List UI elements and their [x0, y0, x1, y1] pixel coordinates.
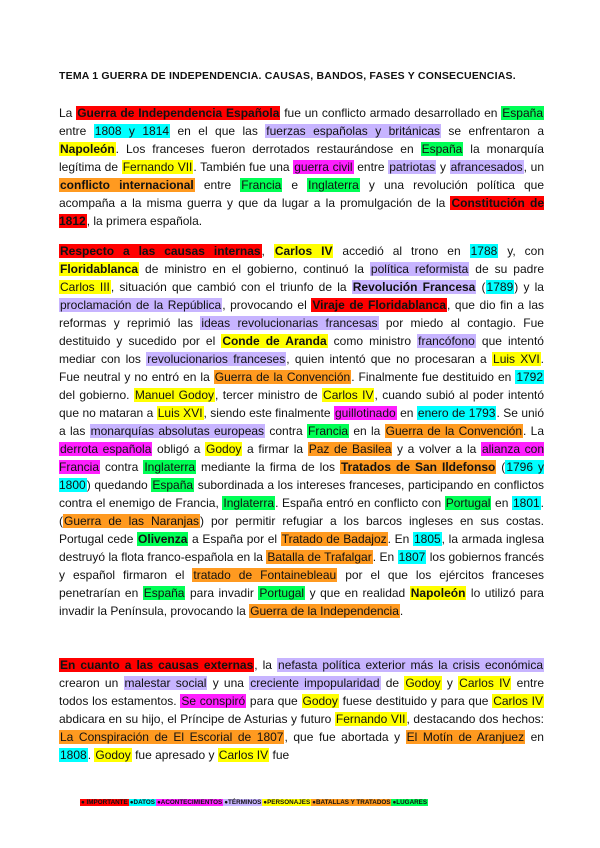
text-segment: , la armada inglesa destruyó la flota franco-española en la	[59, 532, 545, 564]
highlight-cyan: 1805	[413, 532, 441, 546]
highlight-orange: Paz de Basilea	[308, 442, 392, 456]
highlight-purple: revolucionarios franceses	[147, 352, 286, 366]
highlight-yellow: Godoy	[206, 442, 242, 456]
highlight-yellow: Carlos IV	[493, 694, 543, 708]
text-segment: por el que los ejércitos franceses penetrarían en	[59, 568, 544, 600]
highlight-cyan: 1788	[470, 244, 498, 258]
text-segment: . En	[387, 532, 413, 546]
highlight-red: En cuanto a las causas externas	[60, 658, 254, 672]
highlight-magenta: guerra civil	[294, 160, 353, 174]
highlight-purple: fuerzas españolas y británicas	[266, 124, 440, 138]
text-segment: para que	[246, 694, 302, 708]
text-segment: en	[525, 730, 544, 744]
highlight-orange: Guerra de la Convención	[214, 370, 351, 384]
highlight-magenta: derrota española	[60, 442, 152, 456]
text-segment: , situación que cambió con el triunfo de la	[110, 280, 352, 294]
highlight-green: Inglaterra	[223, 496, 275, 510]
highlight-purple: monarquías absolutas europeas	[90, 424, 265, 438]
page-title: TEMA 1 GUERRA DE INDEPENDENCIA. CAUSAS, BANDOS, FASES Y CONSECUENCIAS.	[59, 70, 516, 82]
highlight-orange: Guerra de las Naranjas	[64, 514, 200, 528]
highlight-green: Inglaterra	[144, 460, 196, 474]
highlight-yellow: Fernando VII	[122, 160, 193, 174]
highlight-green: Francia	[308, 424, 349, 438]
highlight-red: Constitución de 1812	[59, 196, 544, 228]
highlight-yellow: Luis XVI	[493, 352, 540, 366]
text-segment: , que dio fin a las reformas y reprimió las	[59, 298, 544, 330]
text-segment: los gobiernos francés y español firmaron el	[59, 550, 545, 582]
highlight-purple: francófono	[418, 334, 475, 348]
text-segment: , siendo este finalmente	[203, 406, 334, 420]
highlight-orange: Tratados de San Ildefonso	[341, 460, 496, 474]
highlight-orange: Batalla de Trafalgar	[267, 550, 372, 564]
highlight-cyan: 1808	[60, 748, 87, 762]
highlight-green: Inglaterra	[308, 178, 359, 192]
highlight-purple: patriotas	[389, 160, 436, 174]
text-segment: , quien intentó que no procesaran a	[286, 352, 493, 366]
text-segment: (	[496, 460, 506, 474]
highlight-purple: malestar social	[124, 676, 207, 690]
text-segment: de ministro en el gobierno, continuó la	[139, 262, 370, 276]
highlight-yellow: Manuel Godoy	[134, 388, 215, 402]
highlight-yellow: Carlos IV	[459, 676, 511, 690]
highlight-purple: Revolución Francesa	[352, 280, 476, 294]
text-segment: en el que las	[170, 124, 266, 138]
text-segment: . Los franceses fueron derrotados restaurándose en	[115, 142, 421, 156]
text-segment: obligó a	[152, 442, 206, 456]
text-segment: y una	[207, 676, 250, 690]
highlight-purple: proclamación de la República	[60, 298, 222, 312]
highlight-cyan: 1801	[512, 496, 540, 510]
legend-item-magenta: ●ACONTECIMIENTOS	[156, 799, 223, 806]
highlight-red: Viraje de Floridablanca	[312, 298, 447, 312]
text-segment: en	[396, 406, 417, 420]
paragraph-external-causes	[59, 656, 544, 764]
highlight-yellow: Carlos III	[60, 280, 110, 294]
highlight-magenta: guillotinado	[334, 406, 396, 420]
text-segment: . (	[59, 496, 545, 528]
text-segment: crearon un	[59, 676, 124, 690]
highlight-cyan: enero de 1793	[417, 406, 496, 420]
text-segment: mediante la firma de los	[196, 460, 341, 474]
text-segment: a España por el	[188, 532, 281, 546]
legend-item-orange: ●BATALLAS Y TRATADOS	[312, 799, 391, 806]
color-legend	[80, 799, 428, 806]
highlight-orange: El Motín de Aranjuez	[406, 730, 525, 744]
legend-item-red: ● IMPORTANTE	[81, 799, 128, 806]
legend-item-yellow: ●PERSONAJES	[263, 799, 311, 806]
highlight-green: Portugal	[445, 496, 491, 510]
highlight-yellow: Napoleón	[60, 142, 115, 156]
text-segment: fuese destituido y para que	[338, 694, 493, 708]
highlight-green: Olivenza	[138, 532, 188, 546]
text-segment: y a volver a la	[392, 442, 481, 456]
highlight-yellow: Luis XVI	[157, 406, 203, 420]
highlight-cyan: 1792	[516, 370, 544, 384]
text-segment: . Finalmente fue destituido en	[351, 370, 516, 384]
text-segment: , destacando dos hechos:	[406, 712, 544, 726]
text-segment: ,	[261, 244, 274, 258]
text-segment: que intentó mediar con los	[59, 334, 544, 366]
highlight-green: Portugal	[259, 586, 305, 600]
highlight-yellow: Conde de Aranda	[222, 334, 327, 348]
highlight-purple: nefasta política exterior más la crisis económica	[278, 658, 543, 672]
text-segment: y	[441, 676, 459, 690]
highlight-orange: conflicto internacional	[60, 178, 194, 192]
text-segment: y que en realidad	[305, 586, 410, 600]
text-segment: fue un conflicto armado desarrollado en	[280, 106, 502, 120]
text-segment: se enfrentaron a	[441, 124, 545, 138]
highlight-yellow: Carlos IV	[274, 244, 333, 258]
highlight-yellow: Godoy	[95, 748, 131, 762]
text-segment: fue apresado y	[131, 748, 218, 762]
highlight-red: Respecto a las causas internas	[60, 244, 261, 258]
highlight-orange: Guerra de la Independencia	[250, 604, 399, 618]
text-segment: .	[87, 748, 95, 762]
text-segment: ) y la	[514, 280, 544, 294]
highlight-purple: creciente impopularidad	[250, 676, 380, 690]
text-segment: , cuando subió al poder intentó que no mataran a	[59, 388, 545, 420]
highlight-green: Francia	[241, 178, 282, 192]
highlight-green: España	[152, 478, 194, 492]
highlight-orange: tratado de Fontainebleau	[193, 568, 337, 582]
text-segment: , la	[254, 658, 278, 672]
text-segment: la monarquía legítima de	[59, 142, 544, 174]
legend-item-purple: ●TÉRMINOS	[224, 799, 262, 806]
text-segment: de su padre	[469, 262, 545, 276]
text-segment: . También fue una	[193, 160, 294, 174]
text-segment: accedió al trono en	[333, 244, 470, 258]
text-segment: . En	[372, 550, 398, 564]
highlight-magenta: Se conspiró	[181, 694, 246, 708]
text-segment: a firmar la	[242, 442, 308, 456]
highlight-yellow: Fernando VII	[335, 712, 406, 726]
text-segment: ) quedando	[86, 478, 152, 492]
text-segment: La	[59, 106, 77, 120]
highlight-yellow: Floridablanca	[60, 262, 139, 276]
text-segment: para invadir	[185, 586, 259, 600]
legend-item-cyan: ●DATOS	[129, 799, 155, 806]
text-segment: . España entró en conflicto con	[275, 496, 445, 510]
text-segment: entre todos los estamentos.	[59, 676, 545, 708]
text-segment: . Se unió a las	[59, 406, 545, 438]
text-segment: (	[476, 280, 486, 294]
text-segment: ) por permitir refugiar a los barcos ingleses en sus costas. Portugal cede	[59, 514, 544, 546]
highlight-red: Guerra de Independencia Española	[77, 106, 280, 120]
highlight-magenta: alianza con Francia	[59, 442, 544, 474]
highlight-yellow: Godoy	[405, 676, 441, 690]
text-segment: entre	[194, 178, 241, 192]
highlight-purple: afrancesados	[450, 160, 523, 174]
text-segment: en la	[349, 424, 385, 438]
paragraph-introduction	[59, 104, 544, 230]
text-segment: en	[491, 496, 512, 510]
highlight-green: España	[421, 142, 463, 156]
highlight-green: España	[143, 586, 185, 600]
highlight-purple: ideas revolucionarias francesas	[201, 316, 378, 330]
text-segment: .	[399, 604, 404, 618]
text-segment: contra	[100, 460, 144, 474]
highlight-orange: Tratado de Badajoz	[281, 532, 387, 546]
text-segment: entre	[59, 124, 94, 138]
legend-item-green: ●LUGARES	[392, 799, 428, 806]
text-segment: de	[380, 676, 405, 690]
highlight-orange: Guerra de la Convención	[385, 424, 523, 438]
text-segment: , provocando el	[222, 298, 312, 312]
highlight-cyan: 1808 y 1814	[94, 124, 170, 138]
text-segment: e	[282, 178, 308, 192]
text-segment: y, con	[498, 244, 544, 258]
text-segment: por miedo al contagio. Fue destituido y sucedido por el	[59, 316, 544, 348]
text-segment: abdicara en su hijo, el Príncipe de Asturias y futuro	[59, 712, 335, 726]
text-segment: fue	[269, 748, 290, 762]
text-segment: y una revolución política que acompaña a la misma guerra y que da lugar a la promulgación de la	[59, 178, 545, 210]
text-segment: contra	[265, 424, 308, 438]
highlight-purple: política reformista	[370, 262, 469, 276]
highlight-cyan: 1789	[486, 280, 514, 294]
highlight-yellow: Napoleón	[410, 586, 466, 600]
text-segment: subordinada a los intereses franceses, participando en conflictos contra el enemigo de Francia,	[59, 478, 544, 510]
highlight-cyan: 1807	[398, 550, 426, 564]
text-segment: lo utilizó para invadir la Península, provocando la	[59, 586, 544, 618]
text-segment: del gobierno.	[59, 388, 134, 402]
text-segment: . Fue neutral y no entró en la	[59, 352, 544, 384]
paragraph-internal-causes	[59, 242, 544, 620]
highlight-green: España	[502, 106, 543, 120]
text-segment: . La	[523, 424, 545, 438]
text-segment: entre	[353, 160, 389, 174]
highlight-yellow: Carlos IV	[218, 748, 269, 762]
highlight-yellow: Carlos IV	[323, 388, 374, 402]
highlight-orange: La Conspiración de El Escorial de 1807	[60, 730, 284, 744]
highlight-yellow: Godoy	[302, 694, 338, 708]
text-segment: y	[436, 160, 450, 174]
text-segment: , que fue abortada y	[284, 730, 406, 744]
text-segment: , la primera española.	[86, 214, 203, 228]
text-segment: , tercer ministro de	[215, 388, 323, 402]
highlight-cyan: 1796 y 1800	[59, 460, 544, 492]
text-segment: , un	[523, 160, 544, 174]
text-segment: como ministro	[327, 334, 418, 348]
